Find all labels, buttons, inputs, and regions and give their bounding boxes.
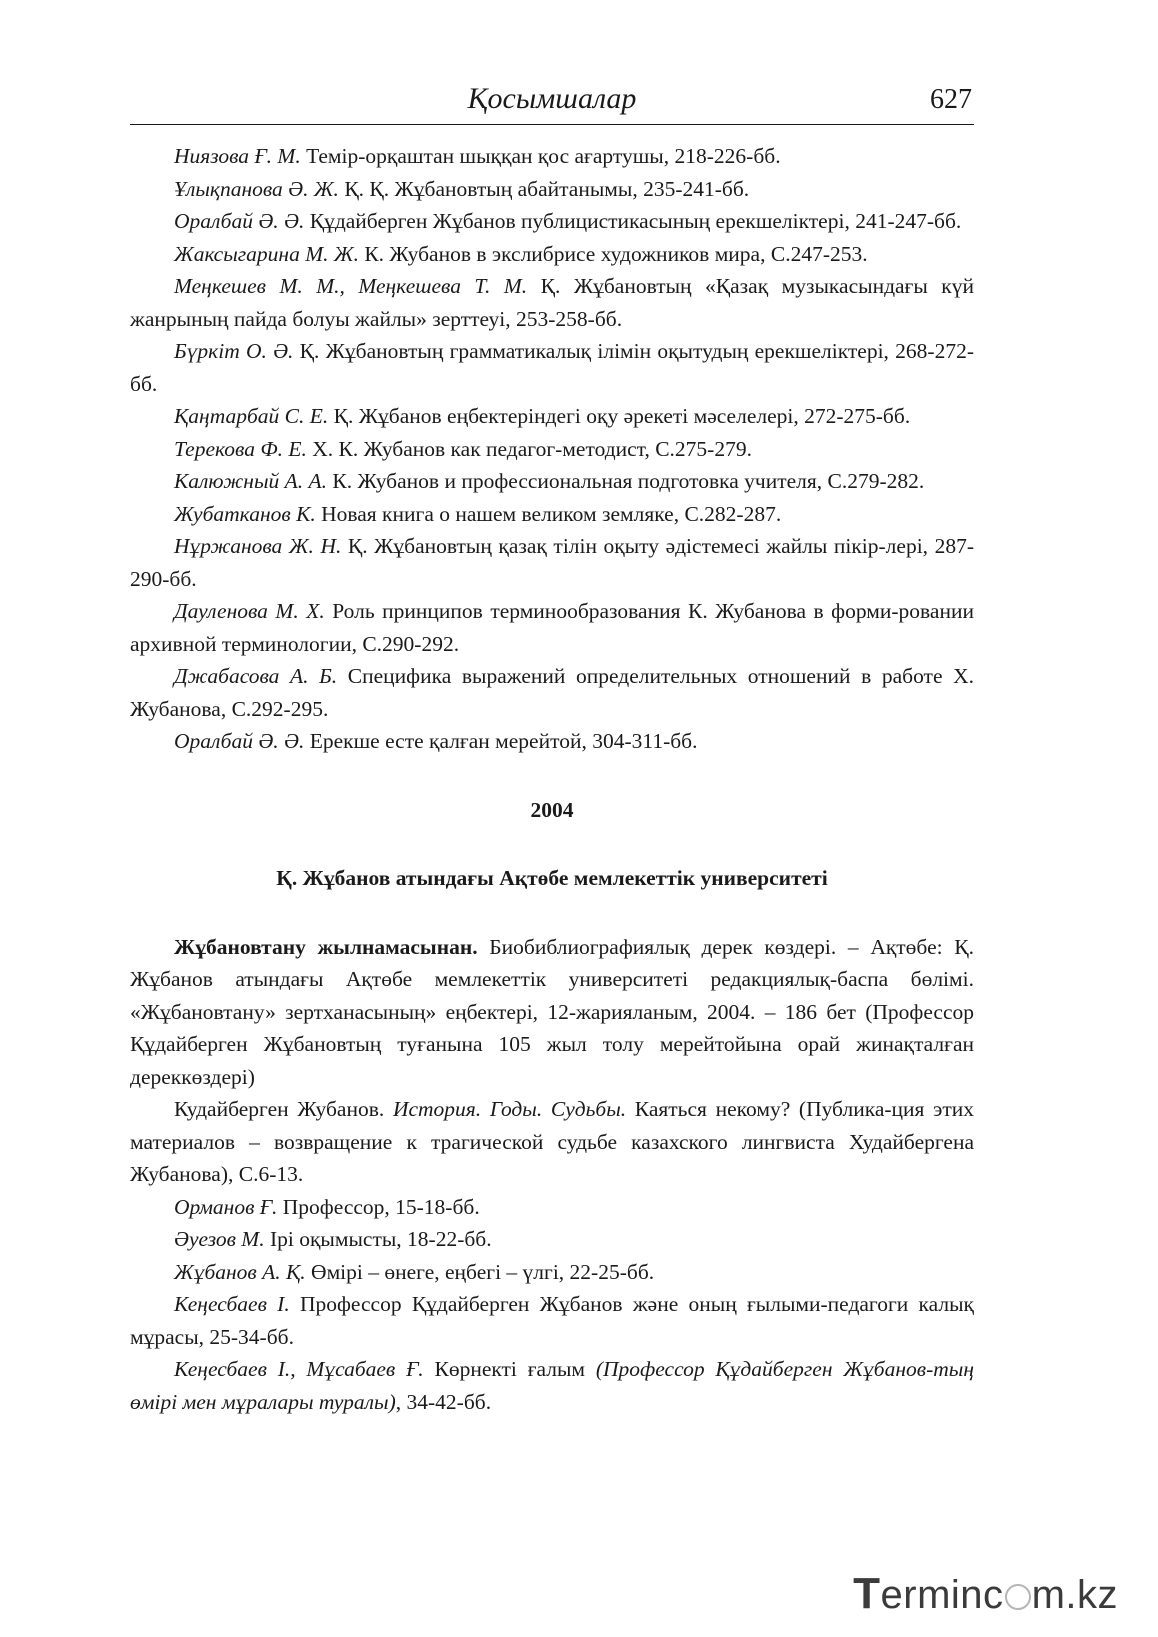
- entry-author: Меңкешев М. М., Меңкешева Т. М.: [174, 274, 528, 298]
- entry-author: Оралбай Ә. Ә.: [174, 729, 305, 753]
- bib-entry: [130, 595, 974, 660]
- watermark-t: T: [853, 1569, 881, 1618]
- entry-text: Қ. Жұбановтың «Қазақ музыкасындағы күй жанрының пайда болуы жайлы» зерттеуі, 253-258-бб.: [130, 274, 974, 331]
- entry-pages: , 34-42-бб.: [395, 1389, 492, 1414]
- entry-text: Өмірі – өнеге, еңбегі – үлгі, 22-25-бб.: [305, 1259, 655, 1284]
- entry-author: Әуезов М.: [174, 1227, 265, 1251]
- entry-author: Оралбай Ә. Ә.: [174, 209, 305, 233]
- bib-entry: [130, 173, 974, 206]
- entry-author: Орманов Ғ.: [174, 1194, 278, 1219]
- entry-author: Бүркіт О. Ә.: [174, 339, 294, 363]
- page-header: [130, 80, 974, 125]
- bib-entry: [130, 1223, 974, 1256]
- bib-entry: [130, 530, 974, 595]
- bib-entry: [130, 725, 974, 758]
- entry-text: Қ. Жұбанов еңбектеріндегі оқу әрекеті мәселелері, 272-275-бб.: [328, 404, 911, 428]
- entry-text: Ерекше есте қалған мерейтой, 304-311-бб.: [304, 729, 698, 753]
- bib-entry: [130, 1288, 974, 1353]
- entry-text: К. Жубанов в экслибрисе художников мира, С.247-253.: [358, 241, 868, 266]
- entry-text: Х. К. Жубанов как педагог-методист, С.275-279.: [306, 436, 752, 461]
- bib-entry: [130, 1353, 974, 1418]
- entry-text: Көрнекті ғалым: [423, 1357, 596, 1381]
- bib-entry: [130, 270, 974, 335]
- entry-text: Новая книга о нашем великом земляке, С.282-287.: [315, 501, 782, 526]
- bibliography-content: [130, 140, 974, 1418]
- entry-author: Нұржанова Ж. Н.: [174, 534, 342, 558]
- entry-text: Каяться некому? (Публика-ция этих материалов – возвращение к трагической судьбе казахского лингвиста Худайбергена Жубанова), С.6-13.: [130, 1097, 974, 1186]
- entry-text: Профессор Құдайберген Жұбанов және оның ғылыми-педагоги калық мұрасы, 25-34-бб.: [130, 1292, 974, 1349]
- entry-author: Ұлықпанова Ә. Ж.: [174, 176, 339, 201]
- entry-author: Кеңесбаев І., Мұсабаев Ғ.: [174, 1357, 424, 1381]
- entry-text: Қ. Қ. Жұбановтың абайтанымы, 235-241-бб.: [338, 176, 750, 201]
- entry-author: Қаңтарбай С. Е.: [174, 404, 329, 428]
- bib-entry: [130, 400, 974, 433]
- entry-text: Специфика выражений определительных отношений в работе Х. Жубанова, С.292-295.: [130, 664, 974, 721]
- bib-entry: [130, 335, 974, 400]
- entry-text: Ірі оқымысты, 18-22-бб.: [264, 1227, 492, 1251]
- termincom-watermark: [853, 1569, 1118, 1619]
- book-title: Жұбановтану жылнамасынан.: [174, 934, 478, 959]
- entry-text: Қ. Жұбановтың қазақ тілін оқыту әдістемесі жайлы пікір-лері, 287-290-бб.: [130, 534, 974, 591]
- bib-entry: [130, 238, 974, 271]
- entry-author: Кеңесбаев І.: [174, 1292, 290, 1316]
- book-entry: [130, 931, 974, 1094]
- entry-author: Джабасова А. Б.: [174, 664, 338, 688]
- entry-italic-subtitle: (Профессор Құдайберген Жұбанов-тың өмірі мен мұралары туралы): [130, 1357, 974, 1414]
- entry-text: Темір-орқаштан шыққан қос ағартушы, 218-226-бб.: [300, 144, 781, 168]
- bib-entry: [130, 205, 974, 238]
- entry-author: Жұбанов А. Қ.: [174, 1259, 306, 1284]
- entry-lead: Кудайберген Жубанов.: [174, 1097, 393, 1121]
- year-heading: 2004: [530, 797, 574, 822]
- entry-text: Қ. Жұбановтың грамматикалық ілімін оқытудың ерекшеліктері, 268-272-бб.: [130, 339, 974, 396]
- bib-entry: [130, 465, 974, 498]
- entry-text: К. Жубанов и профессиональная подготовка учителя, С.279-282.: [327, 469, 925, 493]
- entry-author: Калюжный А. А.: [174, 469, 328, 493]
- watermark-text-1: erminc: [880, 1573, 1004, 1617]
- bib-entry: [130, 1093, 974, 1191]
- entry-text: Құдайберген Жұбанов публицистикасының ерекшеліктері, 241-247-бб.: [304, 209, 962, 233]
- bib-entry: [130, 140, 974, 173]
- entry-author: Жаксыгарина М. Ж.: [174, 241, 359, 266]
- bib-entry: [130, 498, 974, 531]
- entry-text: Профессор, 15-18-бб.: [277, 1194, 480, 1219]
- watermark-text-2: m.kz: [1031, 1573, 1118, 1617]
- section-title: Қосымшалар: [467, 82, 637, 115]
- magnifier-icon: [1005, 1584, 1031, 1610]
- entry-author: Жубатканов К.: [174, 501, 316, 526]
- entry-author: Дауленова М. Х.: [174, 599, 325, 623]
- bib-entry: [130, 660, 974, 725]
- entry-author: Терекова Ф. Е.: [174, 436, 307, 461]
- organization-heading: Қ. Жұбанов атындағы Ақтөбе мемлекеттік университеті: [276, 866, 828, 890]
- entry-author: Ниязова Ғ. М.: [174, 144, 301, 168]
- page-number: 627: [930, 84, 972, 115]
- bib-entry: [130, 1191, 974, 1224]
- entry-text: Роль принципов терминообразования К. Жубанова в форми-ровании архивной терминологии, С.290-292.: [130, 599, 974, 656]
- book-description: Биобиблиографиялық дерек көздері. – Ақтөбе: Қ. Жұбанов атындағы Ақтөбе мемлекеттік университеті редакциялық-баспа бөлімі. «Жұбановтану» зертханасының» еңбектері, 12-жарияланым, 2004. – 186 бет (Профессор Құдайберген Жұбановтың туғанына 105 жыл толу мерейтойына орай жинақталған дереккөздері): [130, 934, 974, 1089]
- bib-entry: [130, 1256, 974, 1289]
- entry-italic-title: История. Годы. Судьбы.: [392, 1097, 627, 1121]
- bib-entry: [130, 433, 974, 466]
